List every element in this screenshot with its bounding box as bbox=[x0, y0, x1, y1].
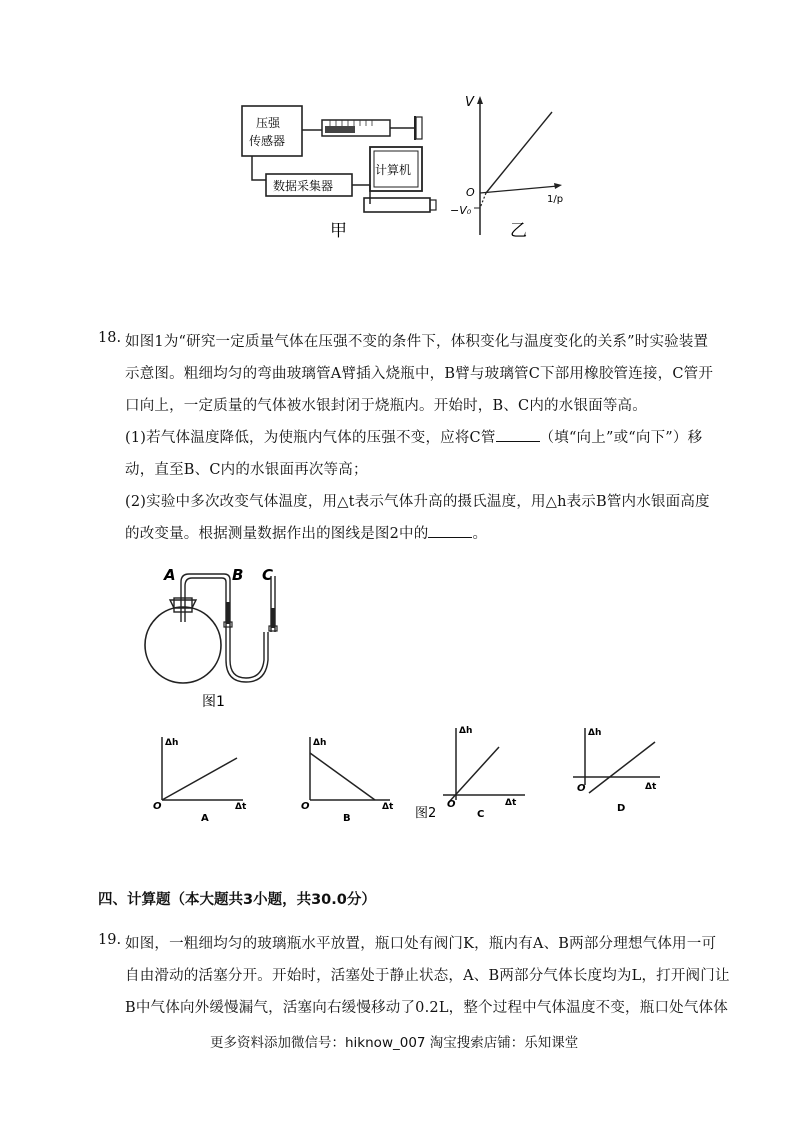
fig2-b-y-label: Δh bbox=[313, 738, 327, 748]
fig1-label-c: C bbox=[262, 566, 274, 584]
fig2-graph-b bbox=[301, 737, 394, 824]
q18-part1-line-1 bbox=[125, 426, 702, 447]
pressure-sensor-label-1: 压强 bbox=[256, 116, 281, 130]
yi-origin: O bbox=[466, 186, 475, 199]
data-collector-label: 数据采集器 bbox=[273, 179, 334, 193]
fig1-label-b: B bbox=[232, 566, 244, 584]
fig1-label-a: A bbox=[164, 566, 176, 584]
fig2-caption: 图2 bbox=[415, 806, 437, 821]
caption-jia: 甲 bbox=[330, 221, 347, 241]
fig2-b-option: B bbox=[343, 813, 351, 824]
fig2-graph-c bbox=[415, 726, 525, 821]
tube-b-mercury bbox=[226, 602, 230, 624]
yi-intercept: −V₀ bbox=[450, 204, 472, 217]
fig2-a-y-label: Δh bbox=[165, 738, 179, 748]
q18-line-1: 如图1为“研究一定质量气体在压强不变的条件下，体积变化与温度变化的关系”时实验装置 bbox=[125, 334, 709, 350]
fig2-b-origin: O bbox=[301, 801, 310, 812]
fig2-d-y-label: Δh bbox=[588, 728, 602, 738]
caption-yi: 乙 bbox=[510, 221, 527, 241]
q18-part1-text-b: （填“向上”或“向下”）移 bbox=[539, 430, 703, 446]
figure-1 bbox=[140, 560, 310, 715]
fig1-caption: 图1 bbox=[202, 694, 225, 710]
fig2-graph-a bbox=[153, 737, 247, 824]
q18-part2-line-2 bbox=[125, 522, 487, 543]
question-18-number: 18. bbox=[98, 330, 122, 346]
q18-part1-text-a: 若气体温度降低，为使瓶内气体的压强不变，应将C管 bbox=[146, 430, 496, 446]
q19-line-2: 自由滑动的活塞分开。开始时，活塞处于静止状态，A、B两部分气体长度均为L，打开阀门让 bbox=[125, 968, 730, 984]
fig2-d-option: D bbox=[617, 803, 626, 814]
q18-part2-text-c: 。 bbox=[472, 526, 488, 542]
page-footer: 更多资料添加微信号：hiknow_007 淘宝搜索店铺：乐知课堂 bbox=[210, 1035, 579, 1051]
q18-part1-line-2: 动，直至B、C内的水银面再次等高； bbox=[125, 462, 368, 478]
top-figure bbox=[230, 90, 590, 250]
fig2-b-line bbox=[310, 753, 375, 800]
tube-c-mercury bbox=[271, 608, 275, 628]
computer-label: 计算机 bbox=[375, 163, 412, 177]
flask-bulb bbox=[145, 607, 221, 683]
q18-part2-label: (2) bbox=[125, 494, 147, 510]
fig2-d-origin: O bbox=[577, 783, 586, 794]
q19-line-1: 如图，一粗细均匀的玻璃瓶水平放置，瓶口处有阀门K，瓶内有A、B两部分理想气体用一可 bbox=[125, 936, 717, 952]
q18-part2-text-a: 实验中多次改变气体温度，用△t表示气体升高的摄氏温度，用△h表示B管内水银面高度 bbox=[146, 494, 710, 510]
fig2-a-origin: O bbox=[153, 801, 162, 812]
fig2-c-origin: O bbox=[447, 799, 456, 810]
q18-part1-answer-blank[interactable] bbox=[496, 440, 540, 442]
computer-base bbox=[364, 198, 430, 212]
pressure-sensor-label-2: 传感器 bbox=[249, 134, 286, 148]
fig2-b-x-label: Δt bbox=[382, 802, 394, 812]
yi-line-dashed bbox=[480, 193, 486, 208]
yi-x-label: 1/p bbox=[547, 194, 564, 205]
yi-line bbox=[486, 112, 552, 193]
pressure-sensor-box bbox=[242, 106, 302, 156]
q18-part2-line-1 bbox=[125, 490, 710, 511]
q18-line-3: 口向上，一定质量的气体被水银封闭于烧瓶内。开始时，B、C内的水银面等高。 bbox=[125, 398, 647, 414]
fig2-graph-d bbox=[573, 728, 660, 814]
fig2-c-y-label: Δh bbox=[459, 726, 473, 736]
q18-line-2: 示意图。粗细均匀的弯曲玻璃管A臂插入烧瓶中，B臂与玻璃管C下部用橡胶管连接，C管开 bbox=[125, 366, 714, 382]
fig2-a-line bbox=[162, 758, 237, 800]
fig2-c-x-label: Δt bbox=[505, 798, 517, 808]
q19-line-3: B中气体向外缓慢漏气，活塞向右缓慢移动了0.2L，整个过程中气体温度不变，瓶口处气体体 bbox=[125, 1000, 728, 1016]
section-4-heading: 四、计算题（本大题共3小题，共30.0分） bbox=[98, 892, 376, 908]
question-19-number: 19. bbox=[98, 932, 122, 948]
fig2-c-option: C bbox=[477, 809, 485, 820]
fig2-a-option: A bbox=[201, 813, 209, 824]
fig2-a-x-label: Δt bbox=[235, 802, 247, 812]
q18-part1-label: (1) bbox=[125, 430, 147, 446]
q18-part2-text-b: 的改变量。根据测量数据作出的图线是图2中的 bbox=[125, 526, 429, 542]
yi-y-label: V bbox=[465, 95, 474, 110]
fig2-d-x-label: Δt bbox=[645, 782, 657, 792]
figure-2 bbox=[145, 725, 675, 825]
q18-part2-answer-blank[interactable] bbox=[428, 536, 472, 538]
